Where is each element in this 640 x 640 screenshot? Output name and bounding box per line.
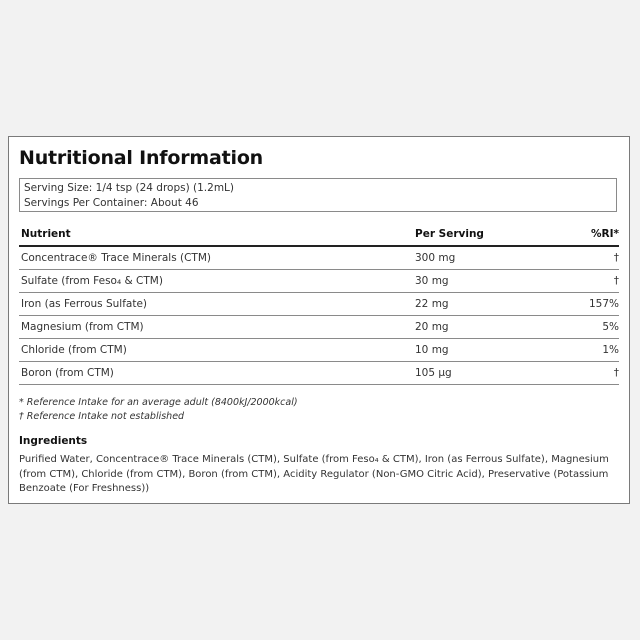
nutrient-name: Sulfate (from Feso₄ & CTM) (21, 275, 163, 287)
header-per-serving: Per Serving (415, 228, 484, 240)
nutrient-name: Magnesium (from CTM) (21, 321, 144, 333)
nutrient-amount: 300 mg (415, 252, 456, 264)
nutrient-ri: † (613, 275, 619, 287)
table-header (19, 225, 619, 247)
nutrient-amount: 10 mg (415, 344, 449, 356)
nutrient-ri: 1% (602, 344, 619, 356)
table-row (19, 316, 619, 339)
ingredients-title: Ingredients (19, 435, 88, 447)
nutrient-table (19, 225, 619, 385)
nutrient-ri: † (613, 252, 619, 264)
servings-per-container: Servings Per Container: About 46 (24, 197, 199, 209)
header-ri: %RI* (590, 228, 619, 240)
nutrient-name: Chloride (from CTM) (21, 344, 127, 356)
nutrient-amount: 105 µg (415, 367, 452, 379)
nutrient-ri: 157% (588, 298, 619, 310)
nutrient-ri: 5% (602, 321, 619, 333)
nutrient-name: Concentrace® Trace Minerals (CTM) (21, 252, 211, 264)
panel-title: Nutritional Information (19, 147, 263, 169)
nutrient-amount: 30 mg (415, 275, 449, 287)
nutrient-amount: 20 mg (415, 321, 449, 333)
nutrient-name: Boron (from CTM) (21, 367, 114, 379)
header-nutrient: Nutrient (21, 228, 71, 240)
table-row (19, 362, 619, 385)
footnotes (19, 396, 298, 424)
table-row (19, 270, 619, 293)
serving-info-box (19, 178, 617, 212)
footnote-ri: * Reference Intake for an average adult (8400kJ/2000kcal) (19, 397, 298, 408)
table-row (19, 293, 619, 316)
nutrition-panel (8, 136, 630, 504)
serving-size: Serving Size: 1/4 tsp (24 drops) (1.2mL) (24, 182, 234, 194)
ingredients-text: Purified Water, Concentrace® Trace Minerals (CTM), Sulfate (from Feso₄ & CTM), Iron (as Ferrous Sulfate), Magnesium (from CTM), Chloride (from CTM), Boron (from CTM), Acidity Regulator (Non-GMO Citric Acid), Preservative (Potassium Benzoate (For Freshness)) (19, 454, 609, 494)
nutrient-name: Iron (as Ferrous Sulfate) (21, 298, 148, 310)
footnote-not-established: † Reference Intake not established (19, 411, 185, 422)
nutrient-ri: † (613, 367, 619, 379)
nutrient-amount: 22 mg (415, 298, 449, 310)
table-row (19, 247, 619, 270)
table-row (19, 339, 619, 362)
